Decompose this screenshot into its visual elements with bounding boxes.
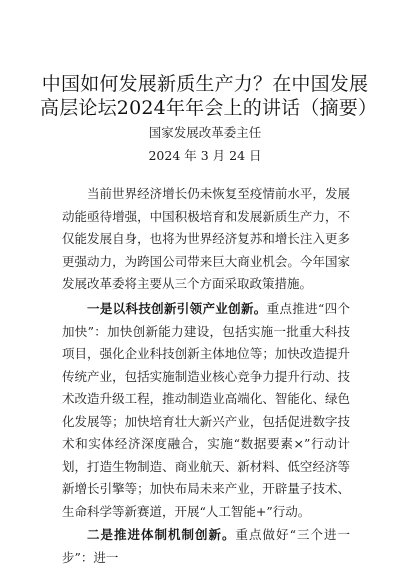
- document-title: 中国如何发展新质生产力？在中国发展高层论坛2024年年会上的讲话（摘要）: [40, 73, 378, 119]
- paragraph-institutional-innovation: [62, 524, 350, 569]
- author-line: 国家发展改革委主任: [148, 125, 262, 140]
- paragraph-lead: 一是以科技创新引领产业创新。: [87, 301, 267, 316]
- paragraph-tech-innovation: [62, 298, 350, 523]
- paragraph-text: 重点推进“四个加快”：加快创新能力建设，包括实施一批重大科技项目，强化企业科技创新主体地位等；加快改造提升传统产业，包括实施制造业核心竞争力提升行动、技术改造升级工程，推动制造业高端化、智能化、绿色化发展等；加快培育壮大新兴产业，包括促进数字技术和实体经济深度融合，实施“数据要素×”行动计划，打造生物制造、商业航天、新材料、低空经济等新增长引擎等；加快布局未来产业，开辟量子技术、生命科学等新赛道，开展“人工智能+”行动。: [62, 301, 350, 519]
- paragraph-text: 当前世界经济增长仍未恢复至疫情前水平，发展动能亟待增强，中国积极培育和发展新质生产力，不仅能发展自身，也将为世界经济复苏和增长注入更多更强动力，为跨国公司带来巨大商业机会。今年国家发展改革委将主要从三个方面采取政策措施。: [62, 186, 350, 291]
- paragraph-intro: [62, 183, 350, 296]
- date-line: 2024 年 3 月 24 日: [148, 148, 262, 163]
- paragraph-lead: 二是推进体制机制创新。: [87, 527, 236, 542]
- paragraph-text: 重点做好“三个进一步”：进一: [62, 527, 350, 565]
